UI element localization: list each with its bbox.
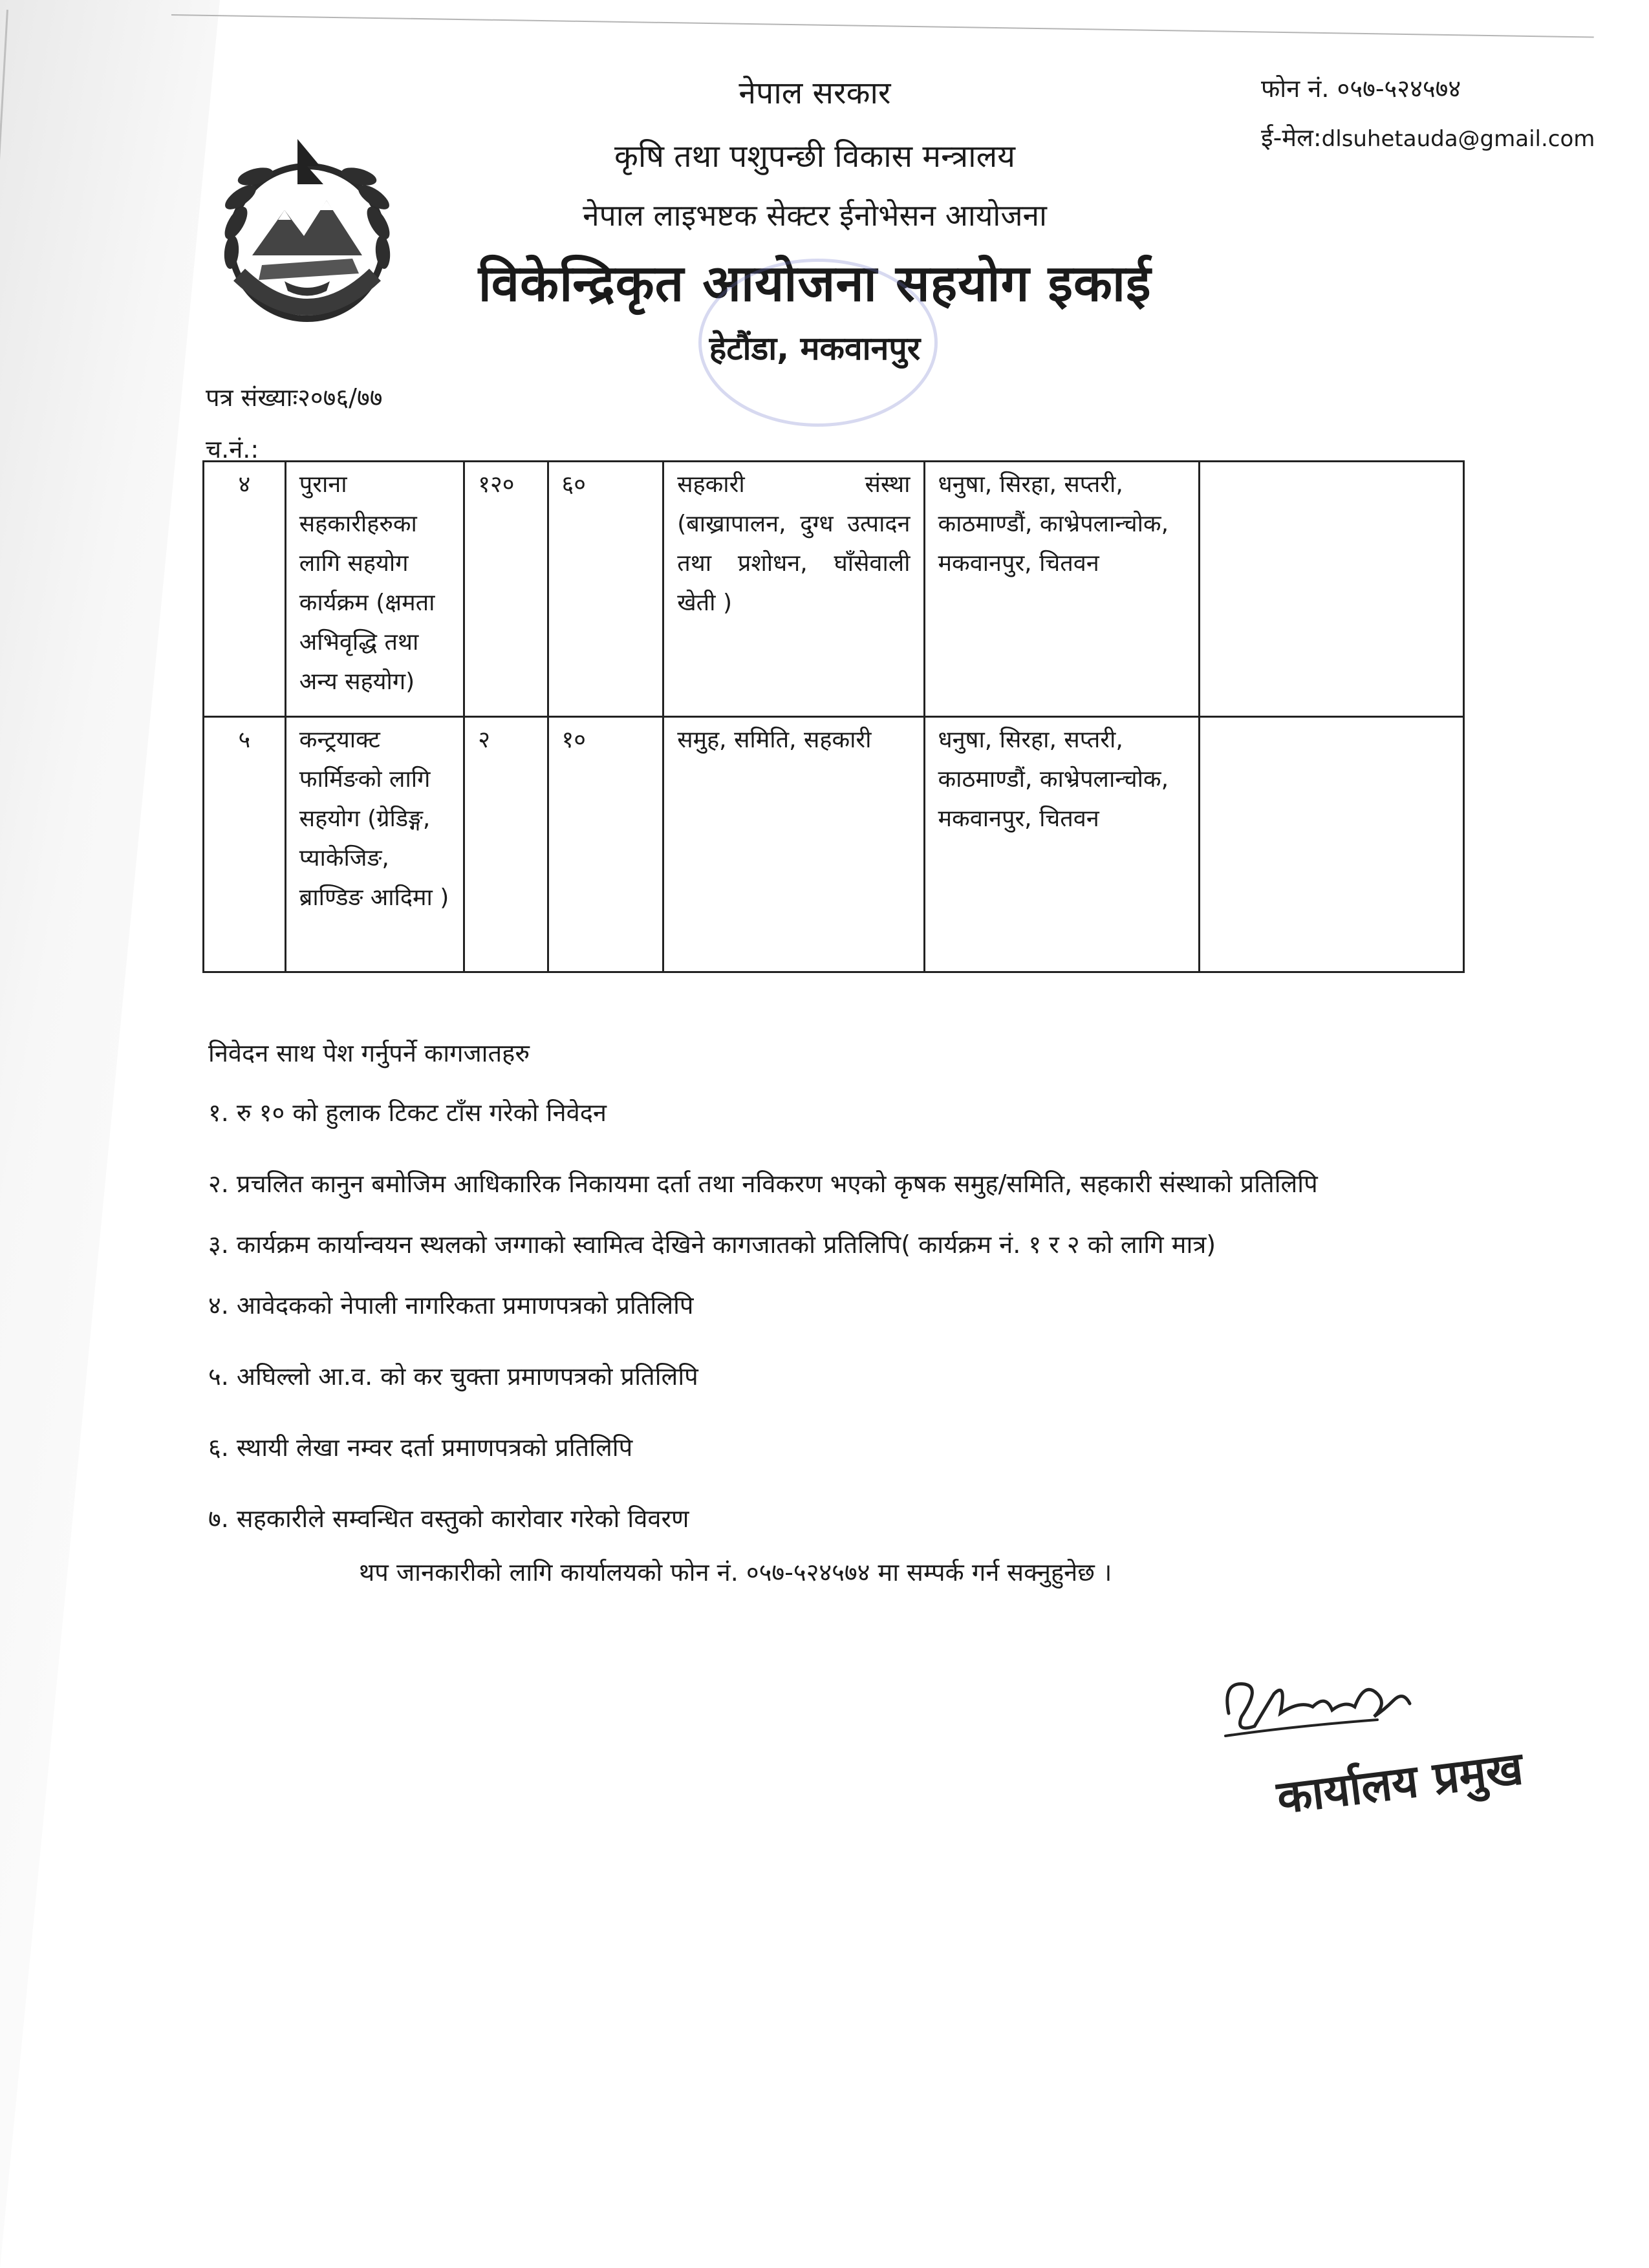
signatory-title: कार्यालय प्रमुख <box>1274 1741 1526 1824</box>
row-number: ४ <box>204 462 286 717</box>
office-location: हेटौंडा, मकवानपुर <box>709 330 921 367</box>
list-item: ३. कार्यक्रम कार्यान्वयन स्थलको जग्गाको स्वामित्व देखिने कागजातको प्रतिलिपि( कार्यक्रम नं. १ र २ को लागि मात्र) <box>208 1230 1216 1259</box>
office-stamp <box>698 259 938 427</box>
list-item: २. प्रचलित कानुन बमोजिम आधिकारिक निकायमा दर्ता तथा नविकरण भएको कृषक समुह/समिति, सहकारी संस्थाको प्रतिलिपि <box>208 1170 1318 1198</box>
program-table <box>202 460 1465 973</box>
target-group: समुह, समिति, सहकारी <box>663 717 924 972</box>
scan-shadow <box>0 0 220 2268</box>
quantity-a: २ <box>464 717 548 972</box>
dispatch-number: च.नं.: <box>206 435 259 464</box>
program-area: धनुषा, सिरहा, सप्तरी, काठमाण्डौं, काभ्रेपलान्चोक, मकवानपुर, चितवन <box>924 717 1199 972</box>
remarks <box>1199 717 1463 972</box>
program-name: पुराना सहकारीहरुका लागि सहयोग कार्यक्रम (क्षमता अभिवृद्धि तथा अन्य सहयोग) <box>285 462 464 717</box>
contact-note: थप जानकारीको लागि कार्यालयको फोन नं. ०५७-५२४५७४ मा सम्पर्क गर्न सक्नुहुनेछ । <box>359 1558 1112 1587</box>
table-row <box>204 717 1464 972</box>
program-name: कन्ट्रयाक्ट फार्मिङको लागि सहयोग (ग्रेडिङ्ग, प्याकेजिङ, ब्राण्डिङ आदिमा ) <box>285 717 464 972</box>
nepal-government-emblem-icon <box>200 126 414 339</box>
program-area: धनुषा, सिरहा, सप्तरी, काठमाण्डौं, काभ्रेपलान्चोक, मकवानपुर, चितवन <box>924 462 1199 717</box>
remarks <box>1199 462 1463 717</box>
quantity-a: १२० <box>464 462 548 717</box>
letter-number: पत्र संख्याः२०७६/७७ <box>206 383 383 412</box>
list-item: ७. सहकारीले सम्वन्धित वस्तुको कारोवार गरेको विवरण <box>208 1504 689 1533</box>
handwritten-signature <box>1216 1655 1423 1759</box>
documents-title: निवेदन साथ पेश गर्नुपर्ने कागजातहरु <box>208 1039 530 1067</box>
list-item: ४. आवेदकको नेपाली नागरिकता प्रमाणपत्रको प्रतिलिपि <box>208 1291 694 1320</box>
project-name: नेपाल लाइभष्टक सेक्टर ईनोभेसन आयोजना <box>583 198 1047 233</box>
email-line <box>1261 125 1595 150</box>
list-item: १. रु १० को हुलाक टिकट टाँस गरेको निवेदन <box>208 1098 607 1127</box>
required-documents <box>208 1041 1489 1566</box>
row-number: ५ <box>204 717 286 972</box>
list-item: ५. अघिल्लो आ.व. को कर चुक्ता प्रमाणपत्रको प्रतिलिपि <box>208 1362 698 1391</box>
email-address: dlsuhetauda@gmail.com <box>1321 126 1595 152</box>
scan-top-line <box>171 14 1594 38</box>
unit-name: विकेन्द्रिकृत आयोजना सहयोग इकाई <box>478 255 1152 313</box>
email-label: ई-मेल: <box>1261 123 1322 152</box>
target-group: सहकारी संस्था (बाख्रापालन, दुग्ध उत्पादन तथा प्रशोधन, घाँसेवाली खेती ) <box>663 462 924 717</box>
quantity-b: ६० <box>548 462 663 717</box>
quantity-b: १० <box>548 717 663 972</box>
ministry-name: कृषि तथा पशुपन्छी विकास मन्त्रालय <box>614 138 1015 175</box>
list-item: ६. स्थायी लेखा नम्वर दर्ता प्रमाणपत्रको प्रतिलिपि <box>208 1433 633 1462</box>
phone-number: फोन नं. ०५७-५२४५७४ <box>1261 74 1461 103</box>
table-row <box>204 462 1464 717</box>
government-name: नेपाल सरकार <box>738 75 891 111</box>
contact-block <box>1261 76 1595 175</box>
